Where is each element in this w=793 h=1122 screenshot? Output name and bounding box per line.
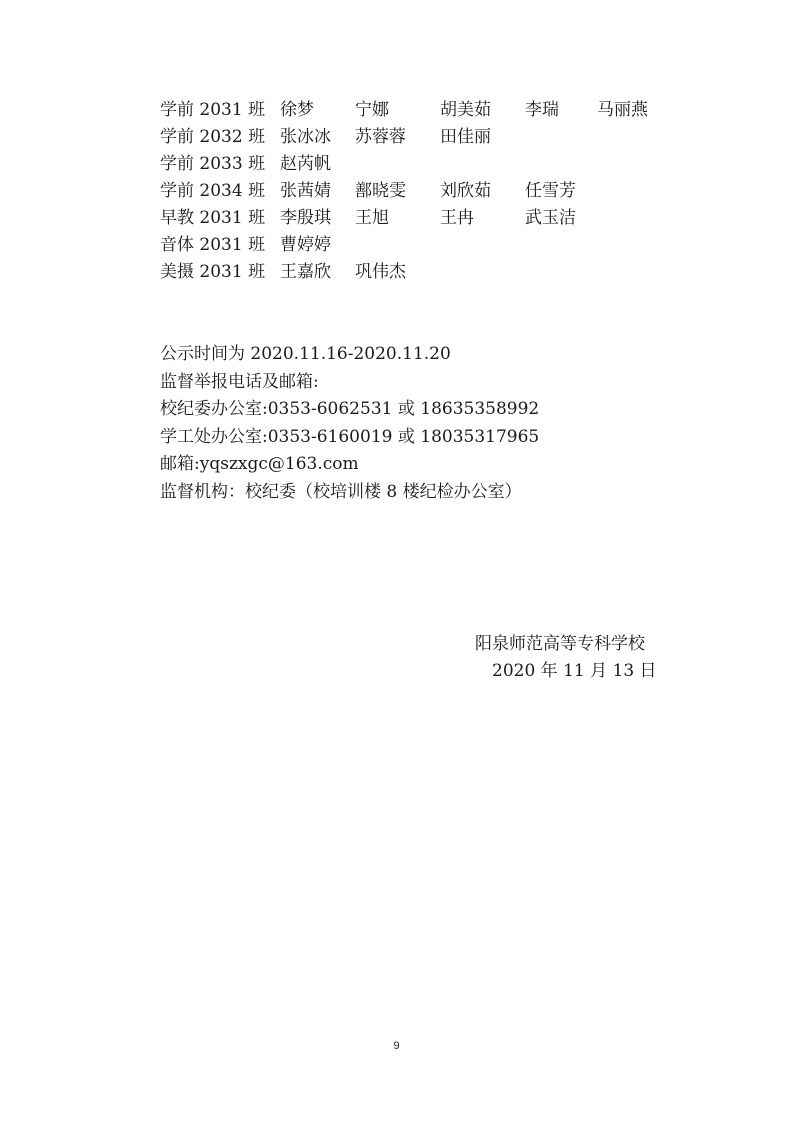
student-name: 胡美茹 — [440, 100, 491, 120]
student-name: 马丽燕 — [597, 100, 648, 120]
student-name: 曹婷婷 — [280, 235, 331, 255]
student-name: 徐梦 — [280, 100, 314, 120]
student-name: 任雪芳 — [525, 181, 576, 201]
student-name: 刘欣茹 — [440, 181, 491, 201]
discipline-office-contact: 校纪委办公室:0353-6062531 或 18635358992 — [160, 399, 540, 419]
public-notice — [160, 341, 539, 506]
class-name: 学前 2031 班 — [160, 100, 266, 120]
class-name: 学前 2032 班 — [160, 127, 266, 147]
student-name: 张冰冰 — [280, 127, 331, 147]
class-name: 早教 2031 班 — [160, 208, 266, 228]
signature-date: 2020 年 11 月 13 日 — [492, 661, 657, 681]
student-affairs-contact: 学工处办公室:0353-6160019 或 18035317965 — [160, 426, 540, 447]
student-name: 李瑞 — [525, 100, 559, 120]
supervision-heading: 监督举报电话及邮箱: — [160, 371, 319, 392]
student-name: 王冉 — [440, 208, 474, 228]
student-name: 宁娜 — [355, 100, 389, 120]
class-name: 学前 2034 班 — [160, 181, 266, 201]
student-name: 赵芮帆 — [280, 154, 331, 174]
class-name: 学前 2033 班 — [160, 154, 266, 174]
page-number: 9 — [393, 1040, 400, 1052]
class-name: 音体 2031 班 — [160, 235, 266, 255]
student-name: 张茜婧 — [280, 181, 331, 201]
student-name: 巩伟杰 — [355, 262, 406, 282]
supervising-body: 监督机构：校纪委（校培训楼 8 楼纪检办公室） — [160, 481, 522, 502]
student-name: 田佳丽 — [440, 127, 491, 147]
signature-block — [475, 631, 657, 685]
class-name: 美摄 2031 班 — [160, 262, 266, 282]
notice-period: 公示时间为 2020.11.16-2020.11.20 — [160, 344, 451, 364]
student-name: 武玉洁 — [525, 208, 576, 228]
signature-organization: 阳泉师范高等专科学校 — [475, 634, 645, 654]
student-name: 王旭 — [355, 208, 389, 228]
student-name: 苏蓉蓉 — [355, 127, 406, 147]
contact-email: 邮箱:yqszxgc@163.com — [160, 454, 359, 474]
student-name: 鄯晓雯 — [355, 181, 406, 201]
student-name: 李殷琪 — [280, 208, 331, 228]
student-name: 王嘉欣 — [280, 262, 331, 282]
